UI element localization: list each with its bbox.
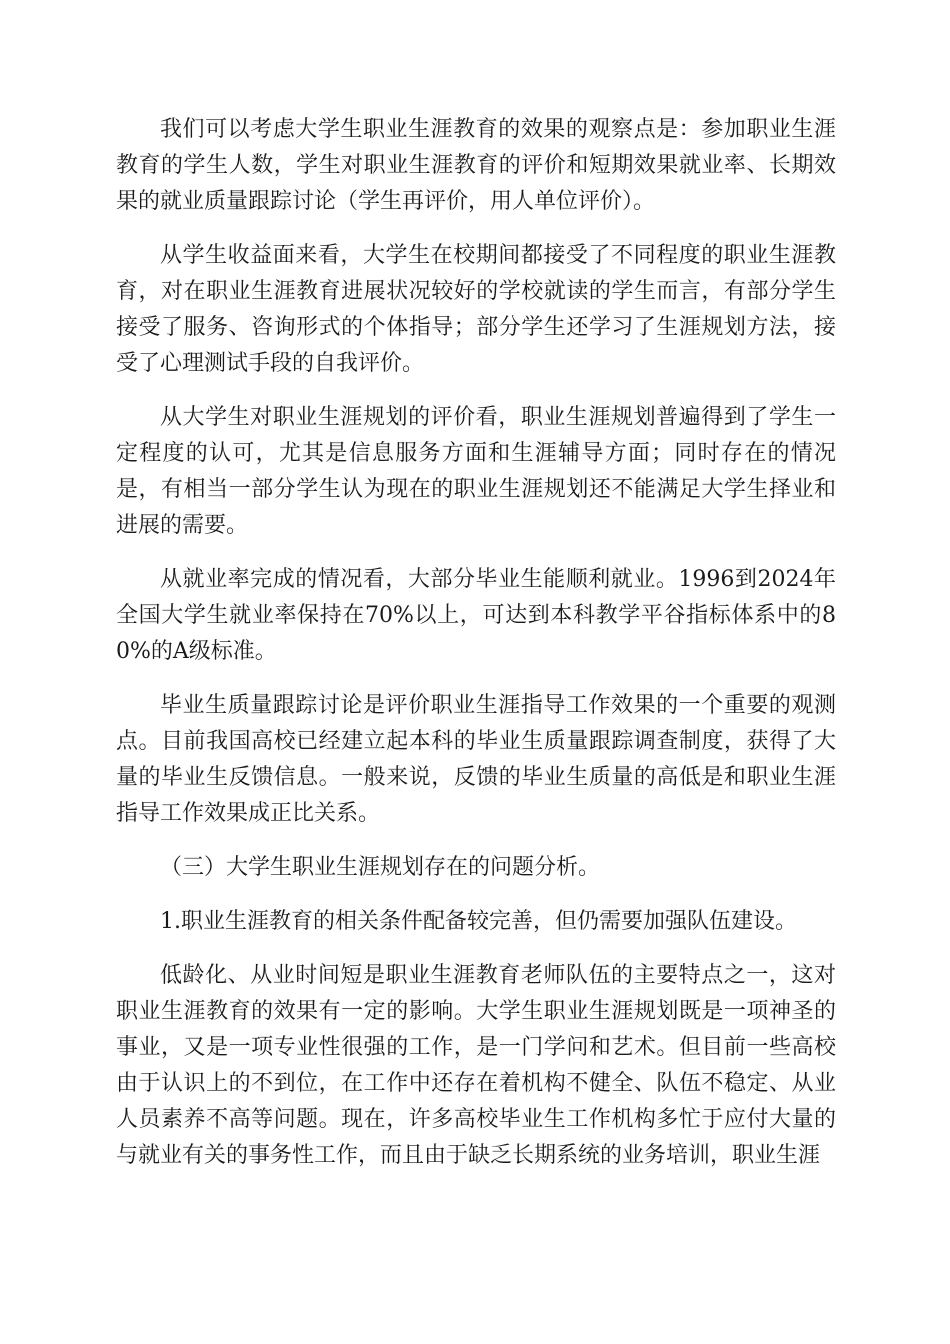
- paragraph-observation-points: 我们可以考虑大学生职业生涯教育的效果的观察点是：参加职业生涯教育的学生人数，学生对职业生涯教育的评价和短期效果就业率、长期效果的就业质量跟踪讨论（学生再评价，用人单位评价）。: [116, 117, 836, 214]
- paragraph-employment-rate: 从就业率完成的情况看，大部分毕业生能顺利就业。1996到2024年全国大学生就业率保持在70%以上，可达到本科教学平谷指标体系中的80%的A级标准。: [116, 567, 836, 664]
- document-body: [116, 112, 836, 1192]
- paragraph-graduate-tracking: 毕业生质量跟踪讨论是评价职业生涯指导工作效果的一个重要的观测点。目前我国高校已经建立起本科的毕业生质量跟踪调查制度，获得了大量的毕业生反馈信息。一般来说，反馈的毕业生质量的高低是和职业生涯指导工作效果成正比关系。: [116, 693, 836, 826]
- paragraph-student-benefit: 从学生收益面来看，大学生在校期间都接受了不同程度的职业生涯教育，对在职业生涯教育进展状况较好的学校就读的学生而言，有部分学生接受了服务、咨询形式的个体指导；部分学生还学习了生涯规划方法，接受了心理测试手段的自我评价。: [116, 243, 836, 376]
- paragraph-teacher-team: 低龄化、从业时间短是职业生涯教育老师队伍的主要特点之一，这对职业生涯教育的效果有一定的影响。大学生职业生涯规划既是一项神圣的事业，又是一项专业性很强的工作，是一门学问和艺术。但目前一些高校由于认识上的不到位，在工作中还存在着机构不健全、队伍不稳定、从业人员素养不高等问题。现在，许多高校毕业生工作机构多忙于应付大量的与就业有关的事务性工作，而且由于缺乏长期系统的业务培训，职业生涯: [116, 963, 836, 1168]
- paragraph-student-evaluation: 从大学生对职业生涯规划的评价看，职业生涯规划普遍得到了学生一定程度的认可，尤其是信息服务方面和生涯辅导方面；同时存在的情况是，有相当一部分学生认为现在的职业生涯规划还不能满足大学生择业和进展的需要。: [116, 405, 836, 538]
- subheading-team-building: 1.职业生涯教育的相关条件配备较完善，但仍需要加强队伍建设。: [160, 909, 797, 934]
- section-heading-problem-analysis: （三）大学生职业生涯规划存在的问题分析。: [160, 855, 601, 880]
